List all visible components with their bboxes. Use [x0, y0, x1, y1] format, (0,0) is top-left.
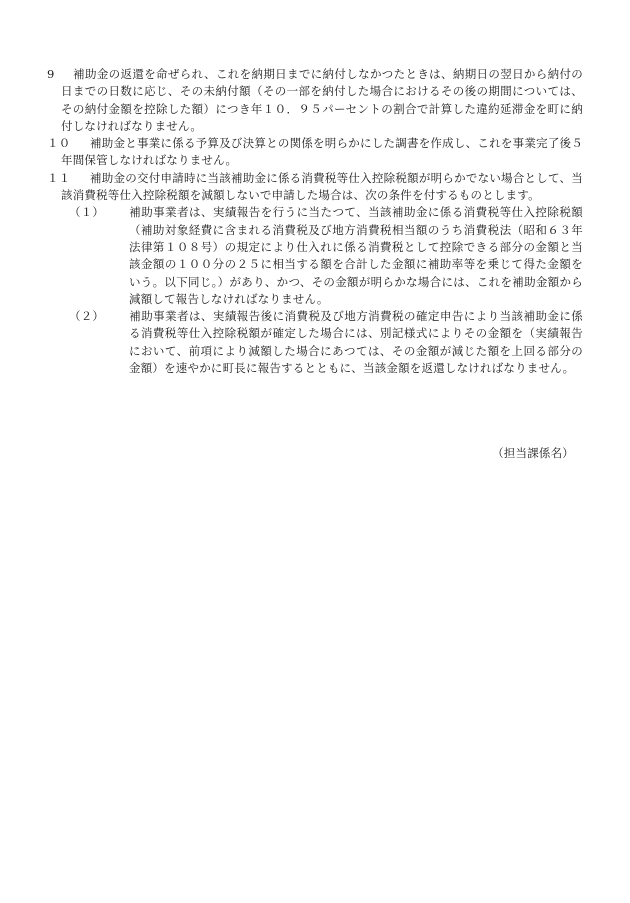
sub-item-2: [69, 308, 583, 377]
clause-number: １０: [47, 136, 71, 151]
sub-item-number: （２）: [69, 309, 105, 324]
sub-item-text: 補助事業者は、実績報告を行うに当たつて、当該補助金に係る消費税等仕入控除税額（補助対象経費に含まれる消費税及び地方消費税相当額のうち消費税法（昭和６３年法律第１０８号）の規定により仕入れに係る消費税として控除できる部分の金額と当該金額の１００分の２５に相当する額を合計した金額に補助率等を乗じて得た金額をいう。以下同じ。）があり、かつ、その金額が明らかな場合には、これを補助金額から減額して報告しなければなりません。: [129, 205, 583, 306]
clause-text: 補助金と事業に係る予算及び決算との関係を明らかにした調書を作成し、これを事業完了後５年間保管しなければなりません。: [61, 136, 583, 168]
clause-text: 補助金の交付申請時に当該補助金に係る消費税等仕入控除税額が明らかでない場合として、当該消費税等仕入控除税額を減額しないで申請した場合は、次の条件を付するものとします。: [61, 170, 583, 203]
clause-number: 9: [47, 67, 55, 81]
sub-item-1: [69, 204, 583, 308]
clause-11: [47, 170, 583, 378]
responsible-department-note: （担当課係名）: [492, 446, 574, 460]
sub-item-text: 補助事業者は、実績報告後に消費税及び地方消費税の確定申告により当該補助金に係る消費税等仕入控除税額が確定した場合には、別記様式によりその金額を（実績報告において、前項により減額した場合にあつては、その金額が減じた額を上回る部分の金額）を速やかに町長に報告するとともに、当該金額を返還しなければなりません。: [129, 309, 583, 376]
clause-9: [47, 66, 583, 135]
clause-10: [47, 135, 583, 170]
document-body: [47, 66, 583, 377]
clause-text: 補助金の返還を命ぜられ、これを納期日までに納付しなかつたときは、納期日の翌日から納付の日までの日数に応じ、その未納付額（その一部を納付した場合におけるその後の期間については、その納付金額を控除した額）につき年１０．９５パーセントの割合で計算した違約延滞金を町に納付しなければなりません。: [61, 67, 583, 133]
clause-number: １１: [47, 170, 71, 185]
sub-item-number: （１）: [69, 205, 105, 220]
